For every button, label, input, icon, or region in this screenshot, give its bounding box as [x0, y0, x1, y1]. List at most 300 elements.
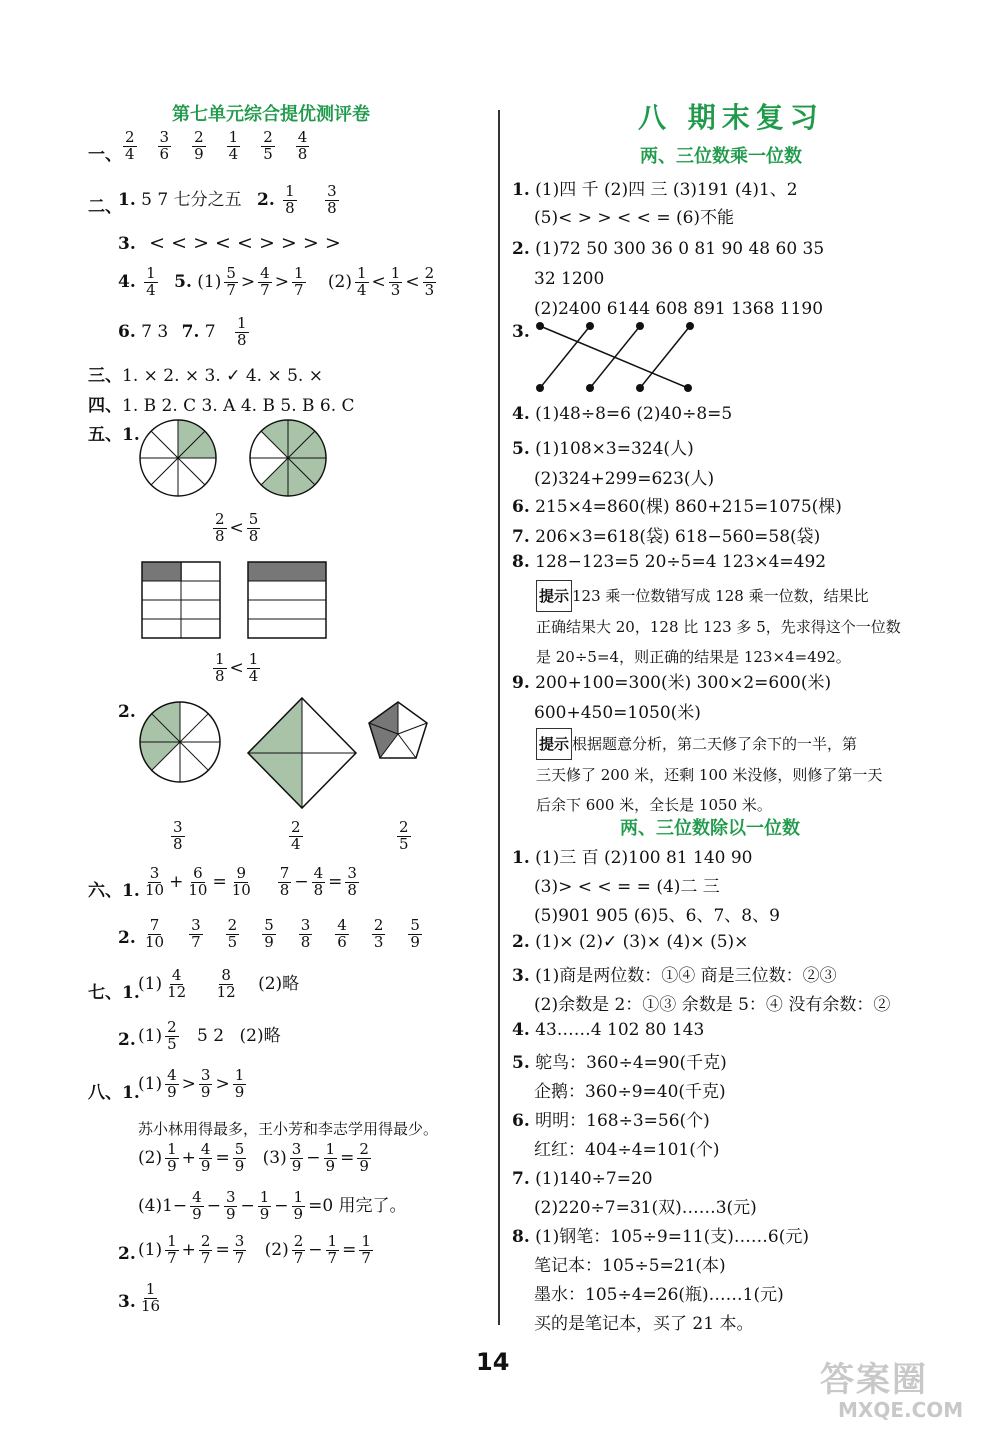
pentagon-2-of-5 [369, 702, 427, 758]
page-number: 14 [476, 1348, 510, 1376]
sub-label: (1) [138, 973, 163, 994]
denominator: 5 [263, 144, 273, 163]
hint-8 [536, 580, 901, 672]
fraction [233, 1142, 247, 1175]
d-q1 [512, 844, 780, 931]
numerator: 2 [291, 818, 301, 836]
answer-text: (1)48÷8=6 (2)40÷8=5 [535, 404, 733, 424]
denominator: 10 [145, 932, 165, 951]
numerator: 2 [373, 916, 384, 934]
denominator: 7 [361, 1248, 371, 1267]
denominator: 8 [300, 932, 311, 951]
numerator: 3 [159, 128, 170, 146]
denominator: 5 [167, 1034, 177, 1053]
fraction [258, 266, 272, 299]
fraction [290, 1142, 304, 1175]
subsection-title: 两、三位数除以一位数 [620, 818, 800, 839]
sub-label: (3) [262, 1147, 287, 1168]
part-seven-1 [138, 968, 299, 1001]
fraction-label-1 [168, 820, 188, 853]
answer-text: 明明：168÷3=56(个) [535, 1111, 710, 1131]
numerator: 4 [297, 128, 308, 146]
part-three [88, 361, 323, 386]
numerator: 1 [146, 264, 156, 282]
denominator: 9 [167, 1082, 177, 1101]
q-num: 1. [512, 848, 530, 868]
numerator: 5 [264, 916, 274, 934]
answer-text: 43……4 102 80 143 [535, 1020, 705, 1040]
r-q5 [512, 434, 714, 494]
answer-text: 200+100=300(米) 300×2=600(米) [535, 673, 832, 693]
answer-text: (1)108×3=324(人) [535, 439, 694, 459]
fraction [262, 918, 276, 951]
numerator: 2 [167, 1018, 177, 1036]
numerator: 1 [285, 182, 295, 200]
r-q8 [512, 552, 826, 572]
shape-diagrams-2 [138, 696, 428, 812]
hint-text: 正确结果大 20，128 比 123 多 5，先求得这个一位数 [536, 618, 901, 636]
answer-text: 鸵鸟：360÷4=90(千克) [535, 1053, 727, 1073]
denominator: 7 [260, 280, 270, 299]
numerator: 5 [248, 510, 259, 528]
q-num: 7. [181, 321, 200, 342]
denominator: 12 [216, 982, 236, 1001]
numerator: 3 [300, 916, 311, 934]
fraction [189, 918, 203, 951]
denominator: 5 [227, 932, 238, 951]
q-num: 2. [118, 702, 136, 722]
hint-text: 是 20÷5=4，则正确的结果是 123×4=492。 [536, 648, 851, 666]
fraction [355, 266, 369, 299]
answer-text: (2)余数是 2：①③ 余数是 5：④ 没有余数：② [534, 995, 891, 1015]
fraction [233, 1068, 247, 1101]
numerator: 2 [200, 1232, 211, 1250]
denominator: 8 [313, 880, 324, 899]
operator: + [169, 871, 184, 892]
fraction [165, 1068, 179, 1101]
d-q4 [512, 1020, 704, 1040]
denominator: 10 [188, 880, 208, 899]
q-num: 2. [512, 932, 530, 952]
fraction [258, 1190, 272, 1223]
part-label: 三、 [88, 366, 122, 386]
denominator: 8 [237, 330, 247, 349]
hint-text: 三天修了 200 米，还剩 100 米没修，则修了第一天 [536, 766, 883, 784]
denominator: 8 [215, 666, 225, 685]
answer-text: 墨水：105÷4=26(瓶)……1(元) [534, 1285, 784, 1305]
denominator: 5 [399, 834, 409, 853]
q-num: 5. [512, 439, 530, 459]
watermark-url: MXQE.COM [838, 1398, 964, 1422]
fraction [199, 1068, 213, 1101]
fraction [139, 1282, 162, 1315]
q-num: 7. [512, 527, 530, 547]
answer-text: (2)220÷7=31(双)……3(元) [534, 1198, 757, 1218]
fraction [192, 130, 206, 163]
part-six-eq [140, 866, 362, 899]
part-two-line3 [118, 232, 341, 254]
fraction [190, 1190, 204, 1223]
denominator: 9 [194, 144, 204, 163]
d-q8 [512, 1223, 809, 1339]
denominator: 9 [259, 1204, 270, 1223]
sub-label: (1) [138, 1239, 163, 1260]
q-num: 8. [512, 552, 530, 572]
numerator: 3 [347, 864, 357, 882]
operator: < [229, 657, 244, 678]
numerator: 1 [167, 1232, 177, 1250]
part-two-line4 [118, 266, 439, 299]
q-num: 2. [257, 189, 275, 210]
operator: = [212, 871, 227, 892]
denominator: 7 [234, 1248, 245, 1267]
denominator: 9 [291, 1156, 302, 1175]
numerator: 7 [149, 916, 160, 934]
q-num: 1. [122, 881, 140, 901]
q-num: 1. [122, 1083, 140, 1103]
numerator: 7 [279, 864, 290, 882]
answer-text: (1)140÷7=20 [535, 1169, 653, 1189]
part-seven-2 [138, 1020, 281, 1053]
watermark-logo: 答案圈 [820, 1360, 928, 1400]
answer-text: 1. B 2. C 3. A 4. B 5. B 6. C [122, 396, 355, 416]
numerator: 8 [221, 966, 231, 984]
fraction [292, 1190, 306, 1223]
numerator: 2 [125, 128, 135, 146]
fraction [345, 866, 359, 899]
sub-label: (2) [264, 1239, 289, 1260]
r-q4 [512, 404, 732, 424]
numerator: 1 [325, 1140, 336, 1158]
numerator: 1 [215, 650, 225, 668]
part-label: 四、 [88, 396, 122, 416]
denominator: 3 [424, 280, 435, 299]
denominator: 4 [228, 144, 239, 163]
part-two-line1 [118, 184, 342, 217]
numerator: 2 [227, 916, 238, 934]
fraction [408, 918, 422, 951]
part-five-label [88, 420, 140, 445]
denominator: 7 [191, 932, 201, 951]
numerator: 4 [192, 1188, 202, 1206]
answer-text: 5 7 七分之五 [141, 189, 242, 210]
part-eight-3 [136, 1282, 165, 1315]
answer-text: 红红：404÷4=101(个) [534, 1140, 720, 1160]
numerator: 1 [293, 1188, 304, 1206]
answer-text: 215×4=860(棵) 860+215=1075(棵) [535, 497, 842, 517]
part-six-label [88, 876, 140, 901]
denominator: 9 [225, 1204, 236, 1223]
fraction [199, 1142, 213, 1175]
numerator: 2 [263, 128, 273, 146]
part-eight-1 [138, 1068, 249, 1101]
denominator: 8 [248, 526, 259, 545]
part-label: 五、 [88, 425, 122, 445]
operator: < [229, 517, 244, 538]
numerator: 5 [234, 1140, 245, 1158]
numerator: 3 [173, 818, 183, 836]
answer-text: =0 用完了。 [308, 1195, 407, 1216]
denominator: 9 [359, 1156, 369, 1175]
fraction [261, 130, 275, 163]
answer-text: 5 2 [197, 1025, 225, 1046]
q-num: 1. [122, 983, 140, 1003]
denominator: 9 [167, 1156, 177, 1175]
answer-text: (2)略 [239, 1025, 281, 1046]
r-q9 [512, 668, 831, 728]
subsection-title: 两、三位数乘一位数 [640, 146, 802, 167]
part-eight-label [88, 1078, 140, 1103]
answer-text: (1)四 千 (2)四 三 (3)191 (4)1、2 [535, 180, 798, 200]
q-num: 3. [118, 234, 136, 254]
numerator: 2 [293, 1232, 304, 1250]
fraction [186, 866, 209, 899]
denominator: 7 [200, 1248, 211, 1267]
denominator: 4 [125, 144, 135, 163]
numerator: 5 [226, 264, 236, 282]
rect-1-of-4 [248, 562, 326, 638]
numerator: 3 [191, 916, 201, 934]
fraction [230, 866, 253, 899]
answer-text: 笔记本：105÷5=21(本) [534, 1256, 726, 1276]
part-seven-label [88, 978, 140, 1003]
d-q5 [512, 1049, 727, 1107]
answer-text: 32 1200 [534, 269, 605, 289]
hint-text: 根据题意分析，第二天修了余下的一半，第 [572, 735, 858, 753]
answer-text: (5)901 905 (6)5、6、7、8、9 [534, 906, 780, 926]
answer-text: (5)< > > < < = (6)不能 [534, 208, 735, 228]
operator: > [240, 271, 256, 292]
q-num: 4. [512, 404, 530, 424]
denominator: 3 [373, 932, 384, 951]
numerator: 5 [410, 916, 420, 934]
denominator: 4 [146, 280, 156, 299]
denominator: 4 [291, 834, 301, 853]
d-q6 [512, 1107, 719, 1165]
numerator: 3 [149, 864, 160, 882]
right-column [500, 0, 1000, 1441]
denominator: 8 [279, 880, 290, 899]
denominator: 8 [215, 526, 225, 545]
answer-text: 206×3=618(袋) 618−560=58(袋) [535, 527, 821, 547]
fraction [326, 1234, 340, 1267]
sub-label: (2) [138, 1147, 163, 1168]
numerator: 4 [260, 264, 270, 282]
part-eight-2-3: (2) $\frac{1}{9}$ + $\frac{4}{9}$ = $\frac{5}{9}$ (3) $\frac{3}{9}$ − $\frac{1}{9}$ = $\frac{2}{9}$ [138, 1140, 369, 1175]
numerator: 2 [359, 1140, 369, 1158]
q-num: 3. [118, 1292, 136, 1312]
fraction [144, 266, 158, 299]
answer-text: 128−123=5 20÷5=4 123×4=492 [535, 552, 827, 572]
numerator: 9 [236, 864, 246, 882]
answer-text: 7 [204, 321, 216, 342]
r-q1 [512, 176, 798, 232]
numerator: 2 [215, 510, 225, 528]
q-num: 2. [118, 1030, 136, 1050]
fraction [335, 918, 349, 951]
fraction [213, 652, 227, 685]
hint-label: 提示 [536, 580, 572, 612]
fraction [165, 1234, 179, 1267]
operator: < [371, 271, 386, 292]
fraction [324, 1142, 338, 1175]
fraction [357, 1142, 371, 1175]
fraction [226, 918, 240, 951]
numerator: 6 [193, 864, 203, 882]
numerator: 1 [327, 1232, 338, 1250]
answer-text: 1. × 2. × 3. ✓ 4. × 5. × [122, 366, 323, 386]
part-label: 七、 [88, 983, 122, 1003]
answer-text: (1)× (2)✓ (3)× (4)× (5)× [535, 932, 749, 952]
numerator: 3 [225, 1188, 236, 1206]
fraction [215, 968, 238, 1001]
answer-text: (1)三 百 (2)100 81 140 90 [535, 848, 753, 868]
fraction [143, 918, 166, 951]
part-six-fracs [140, 918, 425, 951]
numerator: 3 [234, 1232, 245, 1250]
part-label: 六、 [88, 881, 122, 901]
fraction [143, 866, 166, 899]
numerator: 2 [194, 128, 204, 146]
section-title: 第七单元综合提优测评卷 [172, 104, 370, 125]
fraction [247, 652, 261, 685]
numerator: 1 [293, 264, 304, 282]
denominator: 10 [231, 880, 251, 899]
fraction [296, 130, 310, 163]
answer-text: 600+450=1050(米) [534, 703, 701, 723]
q-num: 4. [512, 1020, 530, 1040]
fraction [247, 512, 261, 545]
sub-label: (2) [327, 271, 352, 292]
sentence: 苏小林用得最多，王小芳和李志学用得最少。 [138, 1120, 439, 1138]
denominator: 7 [327, 1248, 338, 1267]
answer-text: (3)> < < = = (4)二 三 [534, 877, 720, 897]
fraction [171, 820, 185, 853]
fraction [165, 1142, 179, 1175]
answer-text: 7 3 [141, 321, 169, 342]
denominator: 9 [264, 932, 274, 951]
numerator: 2 [399, 818, 409, 836]
denominator: 9 [234, 1082, 245, 1101]
q-num: 1. [118, 189, 136, 210]
part-two-line6 [118, 316, 252, 349]
numerator: 1 [357, 264, 367, 282]
fraction [224, 266, 238, 299]
denominator: 12 [167, 982, 187, 1001]
q-num: 1. [512, 180, 530, 200]
fraction [359, 1234, 373, 1267]
fraction [299, 918, 313, 951]
numerator: 1 [259, 1188, 270, 1206]
part-label: 八、 [88, 1083, 122, 1103]
denominator: 8 [173, 834, 183, 853]
fraction [224, 1190, 238, 1223]
numerator: 3 [327, 182, 337, 200]
numerator: 3 [291, 1140, 302, 1158]
compare-2 [210, 652, 263, 685]
denominator: 9 [200, 1082, 211, 1101]
fraction [227, 130, 241, 163]
denominator: 8 [285, 198, 295, 217]
fraction [283, 184, 297, 217]
denominator: 9 [192, 1204, 202, 1223]
part-one-fractions [120, 130, 312, 163]
r-q2 [512, 234, 824, 324]
denominator: 8 [347, 880, 357, 899]
operator: < [405, 271, 420, 292]
answer-text: (1)商是两位数：①④ 商是三位数：②③ [535, 966, 837, 986]
diamond-2-of-4 [248, 698, 356, 808]
rectangle-diagrams [140, 560, 340, 640]
fraction [233, 1234, 247, 1267]
denominator: 9 [234, 1156, 245, 1175]
denominator: 9 [325, 1156, 336, 1175]
denominator: 3 [390, 280, 401, 299]
denominator: 7 [293, 280, 304, 299]
answer-text: (1)72 50 300 36 0 81 90 48 60 35 [535, 239, 825, 259]
numerator: 1 [248, 650, 259, 668]
rect-1-of-8 [142, 562, 220, 638]
d-q2 [512, 932, 748, 952]
hint-label: 提示 [536, 728, 572, 760]
hint-9 [536, 728, 882, 820]
q-num: 9. [512, 673, 530, 693]
numerator: 2 [424, 264, 435, 282]
denominator: 9 [200, 1156, 211, 1175]
fraction [278, 866, 292, 899]
q-num: 5. [174, 271, 192, 292]
numerator: 1 [167, 1140, 177, 1158]
numerator: 1 [234, 1066, 245, 1084]
operator: = [328, 871, 343, 892]
q-num: 2. [118, 1244, 136, 1264]
numerator: 4 [171, 966, 182, 984]
fraction [123, 130, 137, 163]
matching-lines [530, 318, 730, 394]
circle-diagrams-1 [138, 418, 338, 500]
numerator: 1 [145, 1280, 156, 1298]
denominator: 7 [226, 280, 236, 299]
fraction-label-2 [286, 820, 306, 853]
answer-text: (2)2400 6144 608 891 1368 1190 [534, 299, 824, 319]
q-num: 3. [512, 966, 530, 986]
circle-3-of-8 [140, 702, 220, 782]
denominator: 10 [145, 880, 165, 899]
fraction [389, 266, 403, 299]
q-num: 3. [512, 322, 530, 342]
answer-text: (1)钢笔：105÷9=11(支)……6(元) [535, 1227, 809, 1247]
part-one-label: 一、 [88, 145, 122, 165]
fraction [235, 316, 249, 349]
sub-label: (1) [138, 1025, 163, 1046]
circle-5-of-8 [250, 420, 326, 496]
denominator: 4 [248, 666, 259, 685]
denominator: 7 [167, 1248, 177, 1267]
numerator: 4 [313, 864, 324, 882]
denominator: 9 [293, 1204, 304, 1223]
q-num: 8. [512, 1227, 530, 1247]
fraction-label-3 [394, 820, 414, 853]
compare-1 [210, 512, 263, 545]
part-eight-4: (4)1− $\frac{4}{9}$ − $\frac{3}{9}$ − $\frac{1}{9}$ − $\frac{1}{9}$ =0 用完了。 [138, 1188, 407, 1223]
part-eight-2: (1) $\frac{1}{7}$ + $\frac{2}{7}$ = $\frac{3}{7}$ (2) $\frac{2}{7}$ − $\frac{1}{7}$ = $\frac{1}{7}$ [138, 1232, 371, 1267]
denominator: 4 [357, 280, 367, 299]
operator: > [274, 271, 289, 292]
q-num: 6. [118, 321, 136, 342]
operator: > [215, 1073, 230, 1094]
hint-text: 123 乘一位数错写成 128 乘一位数，结果比 [572, 587, 869, 605]
fraction [312, 866, 326, 899]
